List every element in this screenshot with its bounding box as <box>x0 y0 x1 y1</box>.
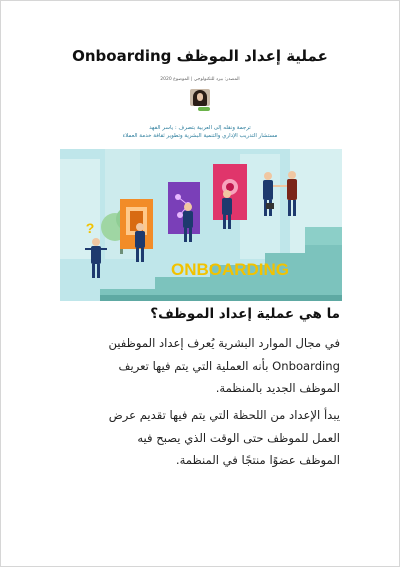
section-heading: ما هي عملية إعداد الموظف؟ <box>150 306 340 322</box>
paragraph-1-line: Onboarding بأنه العملية التي يتم فيها تعريف <box>118 358 340 373</box>
paragraph-2-line: العمل للموظف حتى الوقت الذي يصبح فيه <box>137 430 340 445</box>
paragraph-2-line: يبدأ الإعداد من اللحظة التي يتم فيها تقديم عرض <box>108 408 340 422</box>
onboarding-illustration <box>60 149 342 301</box>
article-title: عملية إعداد الموظف Onboarding <box>72 47 328 65</box>
author-badge <box>198 107 210 111</box>
hero-label: ONBOARDING <box>170 260 290 279</box>
article-meta: المصدر: بيرد للتكنولوجي | الموضوع 2020 <box>160 77 240 82</box>
paragraph-1 <box>59 332 340 400</box>
translator-role: مستشار التدريب الإداري والتنمية البشرية وتطوير ثقافة خدمة العملاء <box>122 133 278 139</box>
question-mark: ? <box>85 220 95 236</box>
paragraph-2 <box>59 404 340 472</box>
avatar <box>190 89 210 106</box>
paragraph-1-line: في مجال الموارد البشرية يُعرف إعداد الموظفين <box>108 336 340 350</box>
author-avatar <box>190 89 210 111</box>
translator-credit: ترجمة ونقله إلى العربية بتصرف : ياسر الفهد <box>149 125 251 131</box>
paragraph-1-line: الموظف الجديد بالمنظمة. <box>215 381 340 395</box>
paragraph-2-line: الموظف عضوًا منتجًا في المنظمة. <box>175 453 340 467</box>
